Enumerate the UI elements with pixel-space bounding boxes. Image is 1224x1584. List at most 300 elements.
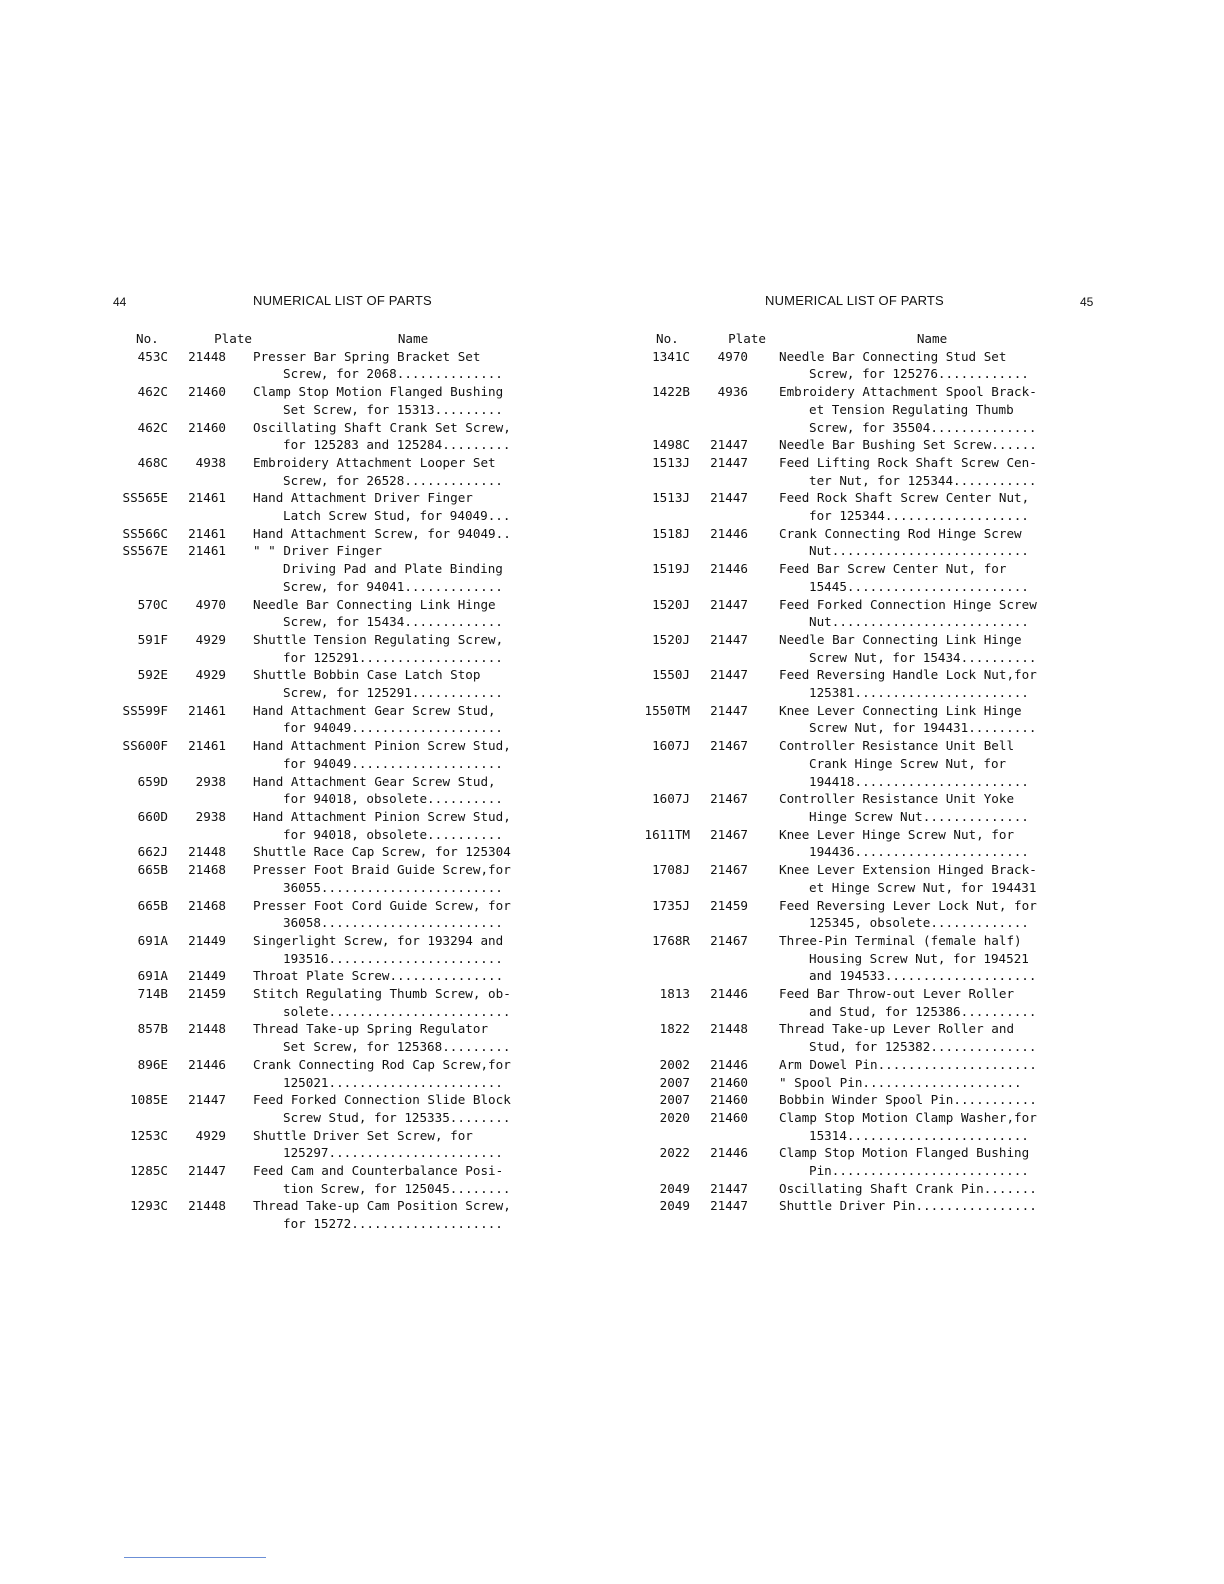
part-row	[638, 1091, 1067, 1109]
plate-number: 21460	[710, 1092, 748, 1108]
part-number: 591F	[137, 631, 168, 647]
part-row	[638, 525, 1067, 560]
part-name	[253, 1056, 521, 1091]
part-name-continuation: Latch Screw Stud, for 94049...	[283, 508, 511, 524]
part-name-line: Singerlight Screw, for 193294 and	[253, 932, 504, 948]
part-number: 1293C	[130, 1198, 168, 1214]
part-name	[779, 596, 1049, 631]
part-name-line: Hand Attachment Gear Screw Stud,	[253, 773, 496, 789]
part-name	[779, 454, 1049, 489]
part-name-line: Crank Connecting Rod Hinge Screw	[779, 525, 1022, 541]
part-number: 2049	[659, 1198, 690, 1214]
part-name-line: Shuttle Driver Pin................	[779, 1198, 1037, 1214]
plate-number: 21448	[710, 1021, 748, 1037]
part-number: 2022	[659, 1145, 690, 1161]
part-name-line: Thread Take-up Lever Roller and	[779, 1021, 1015, 1037]
part-number: SS600F	[122, 738, 168, 754]
part-number: 1822	[659, 1021, 690, 1037]
plate-number: 21446	[710, 561, 748, 577]
part-name-continuation: 125345, obsolete.............	[809, 915, 1029, 931]
part-row	[638, 383, 1067, 436]
column-header-name: Name	[916, 331, 948, 346]
part-number: 2020	[659, 1109, 690, 1125]
part-number: SS599F	[122, 702, 168, 718]
part-name	[253, 843, 521, 861]
part-number: 1813	[659, 986, 690, 1002]
part-name-line: Shuttle Driver Set Screw, for	[253, 1127, 473, 1143]
column-header-no: No.	[136, 331, 159, 346]
part-row	[110, 348, 547, 383]
part-name-line: Embroidery Attachment Spool Brack-	[779, 384, 1037, 400]
plate-number: 21446	[710, 1056, 748, 1072]
part-row	[110, 737, 547, 772]
column-header-name: Name	[397, 331, 429, 346]
plate-number: 21467	[710, 826, 748, 842]
part-name-continuation: for 94049....................	[283, 720, 503, 736]
part-number: 714B	[137, 986, 168, 1002]
plate-number: 21460	[710, 1074, 748, 1090]
part-name	[779, 1020, 1049, 1055]
part-name	[779, 1091, 1049, 1109]
plate-number: 21448	[188, 1021, 226, 1037]
part-name-continuation: for 94049....................	[283, 755, 503, 771]
part-name	[779, 436, 1049, 454]
plate-number: 21446	[710, 1145, 748, 1161]
part-name-continuation: Pin..........................	[809, 1163, 1029, 1179]
part-name-line: Embroidery Attachment Looper Set	[253, 454, 496, 470]
part-number: SS567E	[122, 543, 168, 559]
part-name-continuation: Screw, for 125276............	[809, 366, 1029, 382]
part-name-line: Clamp Stop Motion Flanged Bushing	[779, 1145, 1030, 1161]
part-name-line: Feed Reversing Handle Lock Nut,for	[779, 667, 1037, 683]
part-number: 2007	[659, 1074, 690, 1090]
part-name-line: Shuttle Race Cap Screw, for 125304	[253, 844, 511, 860]
part-row	[638, 454, 1067, 489]
part-name-line: Feed Bar Throw-out Lever Roller	[779, 986, 1015, 1002]
plate-number: 4936	[717, 384, 748, 400]
part-name	[253, 861, 521, 896]
part-name-continuation: 125297.......................	[283, 1145, 503, 1161]
part-name	[253, 1162, 521, 1197]
part-row	[638, 1180, 1067, 1198]
part-name-continuation: for 15272....................	[283, 1216, 503, 1232]
plate-number: 21461	[188, 738, 226, 754]
part-row	[110, 542, 547, 595]
part-name-continuation: 15445........................	[809, 578, 1029, 594]
column-header-no: No.	[656, 331, 679, 346]
part-number: 660D	[137, 808, 168, 824]
left-page-number: 44	[113, 295, 127, 309]
plate-number: 21447	[710, 1198, 748, 1214]
part-name	[779, 790, 1049, 825]
part-name-continuation: Nut..........................	[809, 543, 1029, 559]
part-name	[779, 1180, 1049, 1198]
plate-number: 21460	[710, 1109, 748, 1125]
plate-number: 21467	[710, 791, 748, 807]
part-name-line: Clamp Stop Motion Clamp Washer,for	[779, 1109, 1037, 1125]
part-number: 1735J	[652, 897, 690, 913]
part-name	[779, 525, 1049, 560]
part-name-continuation: Set Screw, for 125368.........	[283, 1039, 511, 1055]
plate-number: 2938	[195, 808, 226, 824]
part-name-line: Thread Take-up Spring Regulator	[253, 1021, 489, 1037]
part-name	[779, 985, 1049, 1020]
plate-number: 21459	[188, 986, 226, 1002]
part-number: 691A	[137, 968, 168, 984]
part-name	[253, 932, 521, 967]
part-name-continuation: 36058........................	[283, 915, 503, 931]
part-name-line: Shuttle Tension Regulating Screw,	[253, 631, 504, 647]
part-name	[253, 631, 521, 666]
plate-number: 21449	[188, 932, 226, 948]
part-row	[110, 383, 547, 418]
part-name	[779, 1144, 1049, 1179]
part-name-line: " Spool Pin.....................	[779, 1074, 1022, 1090]
part-number: 662J	[137, 844, 168, 860]
part-name	[253, 1020, 521, 1055]
part-name	[253, 1127, 521, 1162]
part-name-line: Three-Pin Terminal (female half)	[779, 932, 1022, 948]
part-number: 857B	[137, 1021, 168, 1037]
part-name	[253, 967, 521, 985]
part-row	[110, 1162, 547, 1197]
part-row	[638, 489, 1067, 524]
part-name-line: Crank Connecting Rod Cap Screw,for	[253, 1056, 511, 1072]
part-row	[110, 897, 547, 932]
part-row	[638, 897, 1067, 932]
part-row	[110, 454, 547, 489]
part-row	[638, 826, 1067, 861]
part-name-line: Hand Attachment Pinion Screw Stud,	[253, 738, 511, 754]
plate-number: 21447	[188, 1092, 226, 1108]
part-number: 1607J	[652, 791, 690, 807]
part-row	[110, 967, 547, 985]
part-number: 659D	[137, 773, 168, 789]
part-row	[638, 1020, 1067, 1055]
part-name-line: Arm Dowel Pin.....................	[779, 1056, 1037, 1072]
part-name-continuation: 125021.......................	[283, 1074, 503, 1090]
plate-number: 21448	[188, 348, 226, 364]
plate-number: 21467	[710, 932, 748, 948]
part-name-continuation: Housing Screw Nut, for 194521	[809, 950, 1029, 966]
part-row	[638, 985, 1067, 1020]
part-row	[110, 808, 547, 843]
part-name	[779, 826, 1049, 861]
part-name-continuation: 15314........................	[809, 1127, 1029, 1143]
part-row	[110, 843, 547, 861]
part-name	[779, 631, 1049, 666]
part-row	[638, 631, 1067, 666]
part-number: 665B	[137, 897, 168, 913]
part-name	[779, 489, 1049, 524]
part-number: 2049	[659, 1180, 690, 1196]
right-page-heading: NUMERICAL LIST OF PARTS	[765, 293, 944, 308]
part-row	[110, 596, 547, 631]
part-name-line: Bobbin Winder Spool Pin...........	[779, 1092, 1037, 1108]
part-number: 1341C	[652, 348, 690, 364]
part-name-continuation: 194418.......................	[809, 773, 1029, 789]
part-name	[253, 454, 521, 489]
part-row	[110, 489, 547, 524]
part-name-continuation: Screw, for 94041.............	[283, 578, 503, 594]
part-row	[638, 1056, 1067, 1074]
part-name-continuation: Nut..........................	[809, 614, 1029, 630]
part-name	[253, 666, 521, 701]
plate-number: 21448	[188, 844, 226, 860]
part-row	[638, 1109, 1067, 1144]
part-row	[638, 790, 1067, 825]
plate-number: 21460	[188, 384, 226, 400]
part-name-line: Feed Rock Shaft Screw Center Nut,	[779, 490, 1030, 506]
part-name	[779, 702, 1049, 737]
part-number: 1498C	[652, 437, 690, 453]
part-name-line: Controller Resistance Unit Bell	[779, 738, 1015, 754]
part-name-continuation: for 125291...................	[283, 649, 503, 665]
plate-number: 21461	[188, 702, 226, 718]
part-name-continuation: solete........................	[283, 1003, 511, 1019]
plate-number: 21447	[710, 1180, 748, 1196]
part-name-line: Shuttle Bobbin Case Latch Stop	[253, 667, 481, 683]
part-name-continuation: Screw Nut, for 194431.........	[809, 720, 1037, 736]
part-name	[253, 737, 521, 772]
part-name-continuation: et Hinge Screw Nut, for 194431	[809, 879, 1037, 895]
part-name-line: Needle Bar Connecting Link Hinge	[779, 631, 1022, 647]
part-name-line: Presser Foot Cord Guide Screw, for	[253, 897, 511, 913]
part-number: 462C	[137, 384, 168, 400]
plate-number: 21467	[710, 738, 748, 754]
part-name-line: Knee Lever Connecting Link Hinge	[779, 702, 1022, 718]
part-name-line: Stitch Regulating Thumb Screw, ob-	[253, 986, 511, 1002]
part-number: SS565E	[122, 490, 168, 506]
part-name-continuation: for 125283 and 125284.........	[283, 437, 511, 453]
part-name-line: Throat Plate Screw...............	[253, 968, 504, 984]
column-header-plate: Plate	[214, 331, 252, 346]
part-name-continuation: for 94018, obsolete..........	[283, 826, 503, 842]
part-row	[638, 1197, 1067, 1215]
part-number: 1611TM	[644, 826, 690, 842]
part-name	[253, 419, 521, 454]
part-row	[110, 861, 547, 896]
part-name	[779, 1074, 1049, 1092]
part-name-continuation: Hinge Screw Nut..............	[809, 808, 1029, 824]
part-name	[253, 542, 521, 595]
plate-number: 21460	[188, 419, 226, 435]
part-number: SS566C	[122, 525, 168, 541]
part-row	[638, 436, 1067, 454]
part-name-line: Oscillating Shaft Crank Set Screw,	[253, 419, 511, 435]
left-page-heading: NUMERICAL LIST OF PARTS	[253, 293, 432, 308]
part-name-line: Feed Bar Screw Center Nut, for	[779, 561, 1007, 577]
part-row	[110, 1197, 547, 1232]
part-name-continuation: tion Screw, for 125045........	[283, 1180, 511, 1196]
plate-number: 21447	[710, 596, 748, 612]
part-row	[110, 419, 547, 454]
right-page-number: 45	[1080, 295, 1094, 309]
part-name-continuation: et Tension Regulating Thumb	[809, 401, 1014, 417]
part-name-continuation: and 194533....................	[809, 968, 1037, 984]
part-row	[638, 737, 1067, 790]
part-name	[779, 897, 1049, 932]
plate-number: 21446	[710, 986, 748, 1002]
part-name-line: Controller Resistance Unit Yoke	[779, 791, 1015, 807]
part-number: 2007	[659, 1092, 690, 1108]
left-parts-list	[110, 330, 547, 1233]
plate-number: 21461	[188, 490, 226, 506]
part-name-continuation: Screw Stud, for 125335........	[283, 1109, 511, 1125]
plate-number: 4970	[717, 348, 748, 364]
part-row	[110, 1020, 547, 1055]
plate-number: 21447	[710, 454, 748, 470]
part-name-line: Thread Take-up Cam Position Screw,	[253, 1198, 511, 1214]
part-name-continuation: Screw, for 26528.............	[283, 472, 503, 488]
part-name-line: Needle Bar Bushing Set Screw......	[779, 437, 1037, 453]
part-number: 1253C	[130, 1127, 168, 1143]
part-name-line: Needle Bar Connecting Stud Set	[779, 348, 1007, 364]
part-number: 592E	[137, 667, 168, 683]
part-name-continuation: for 125344...................	[809, 508, 1029, 524]
part-row	[110, 702, 547, 737]
part-row	[638, 560, 1067, 595]
part-row	[638, 932, 1067, 985]
part-number: 570C	[137, 596, 168, 612]
plate-number: 21447	[710, 667, 748, 683]
part-name-line: Feed Lifting Rock Shaft Screw Cen-	[779, 454, 1037, 470]
plate-number: 4929	[195, 667, 226, 683]
left-rows	[110, 348, 547, 1233]
part-name-continuation: Set Screw, for 15313.........	[283, 401, 503, 417]
part-number: 1518J	[652, 525, 690, 541]
part-number: 665B	[137, 862, 168, 878]
plate-number: 4929	[195, 631, 226, 647]
part-name	[253, 1197, 521, 1232]
part-name-line: Clamp Stop Motion Flanged Bushing	[253, 384, 504, 400]
plate-number: 21446	[710, 525, 748, 541]
footer-rule	[124, 1557, 266, 1558]
part-row	[110, 525, 547, 543]
part-number: 453C	[137, 348, 168, 364]
part-name-line: Knee Lever Hinge Screw Nut, for	[779, 826, 1015, 842]
part-name	[779, 560, 1049, 595]
part-row	[110, 666, 547, 701]
plate-number: 21468	[188, 897, 226, 913]
part-name	[253, 383, 521, 418]
right-rows	[638, 348, 1067, 1215]
part-name	[253, 489, 521, 524]
part-number: 1550TM	[644, 702, 690, 718]
part-name	[779, 348, 1049, 383]
part-name	[779, 1197, 1049, 1215]
part-name	[253, 348, 521, 383]
part-row	[638, 1144, 1067, 1179]
part-name-line: Hand Attachment Screw, for 94049..	[253, 525, 511, 541]
part-name	[779, 737, 1049, 790]
plate-number: 21448	[188, 1198, 226, 1214]
right-parts-list	[638, 330, 1067, 1215]
part-name-continuation: ter Nut, for 125344...........	[809, 472, 1037, 488]
part-name-line: " " Driver Finger	[253, 543, 382, 559]
part-number: 462C	[137, 419, 168, 435]
plate-number: 21467	[710, 862, 748, 878]
part-name-continuation: 194436.......................	[809, 844, 1029, 860]
part-name-continuation: 36055........................	[283, 879, 503, 895]
part-number: 691A	[137, 932, 168, 948]
part-name-continuation: Screw, for 125291............	[283, 685, 503, 701]
part-row	[110, 1127, 547, 1162]
part-name-continuation: 125381.......................	[809, 685, 1029, 701]
part-number: 1708J	[652, 862, 690, 878]
part-row	[110, 1091, 547, 1126]
part-name-continuation: for 94018, obsolete..........	[283, 791, 503, 807]
part-name-line: Presser Foot Braid Guide Screw,for	[253, 862, 511, 878]
part-number: 1513J	[652, 454, 690, 470]
part-name-line: Feed Forked Connection Hinge Screw	[779, 596, 1037, 612]
part-number: 2002	[659, 1056, 690, 1072]
part-number: 1519J	[652, 561, 690, 577]
column-header-plate: Plate	[728, 331, 766, 346]
part-name-line: Oscillating Shaft Crank Pin.......	[779, 1180, 1037, 1196]
part-row	[110, 985, 547, 1020]
plate-number: 21447	[710, 490, 748, 506]
plate-number: 21447	[710, 437, 748, 453]
part-name	[253, 773, 521, 808]
part-number: 1520J	[652, 596, 690, 612]
part-row	[638, 348, 1067, 383]
part-name-continuation: Screw, for 2068..............	[283, 366, 503, 382]
part-name-continuation: Screw, for 35504..............	[809, 419, 1037, 435]
part-name-line: Hand Attachment Driver Finger	[253, 490, 473, 506]
plate-number: 21468	[188, 862, 226, 878]
plate-number: 21461	[188, 543, 226, 559]
part-number: 1607J	[652, 738, 690, 754]
part-row	[638, 596, 1067, 631]
part-name-continuation: Crank Hinge Screw Nut, for	[809, 755, 1007, 771]
plate-number: 2938	[195, 773, 226, 789]
part-name-continuation: and Stud, for 125386..........	[809, 1003, 1037, 1019]
part-name	[253, 897, 521, 932]
part-name-line: Presser Bar Spring Bracket Set	[253, 348, 481, 364]
part-name-continuation: Screw Nut, for 15434..........	[809, 649, 1037, 665]
part-name-line: Feed Cam and Counterbalance Posi-	[253, 1163, 504, 1179]
part-name-line: Hand Attachment Gear Screw Stud,	[253, 702, 496, 718]
part-row	[110, 773, 547, 808]
part-row	[638, 861, 1067, 896]
part-number: 1550J	[652, 667, 690, 683]
part-name	[779, 861, 1049, 896]
part-row	[110, 631, 547, 666]
part-number: 468C	[137, 454, 168, 470]
part-name	[253, 808, 521, 843]
plate-number: 21446	[188, 1056, 226, 1072]
part-name	[779, 932, 1049, 985]
left-column-headers	[110, 330, 547, 348]
plate-number: 21447	[710, 631, 748, 647]
part-row	[638, 666, 1067, 701]
plate-number: 4938	[195, 454, 226, 470]
part-row	[110, 932, 547, 967]
part-name-continuation: Screw, for 15434.............	[283, 614, 503, 630]
part-name	[253, 702, 521, 737]
part-row	[110, 1056, 547, 1091]
part-name	[253, 1091, 521, 1126]
plate-number: 21449	[188, 968, 226, 984]
part-name	[779, 1056, 1049, 1074]
part-number: 896E	[137, 1056, 168, 1072]
part-name-line: Feed Reversing Lever Lock Nut, for	[779, 897, 1037, 913]
plate-number: 21459	[710, 897, 748, 913]
plate-number: 4929	[195, 1127, 226, 1143]
part-row	[638, 1074, 1067, 1092]
part-name	[253, 985, 521, 1020]
